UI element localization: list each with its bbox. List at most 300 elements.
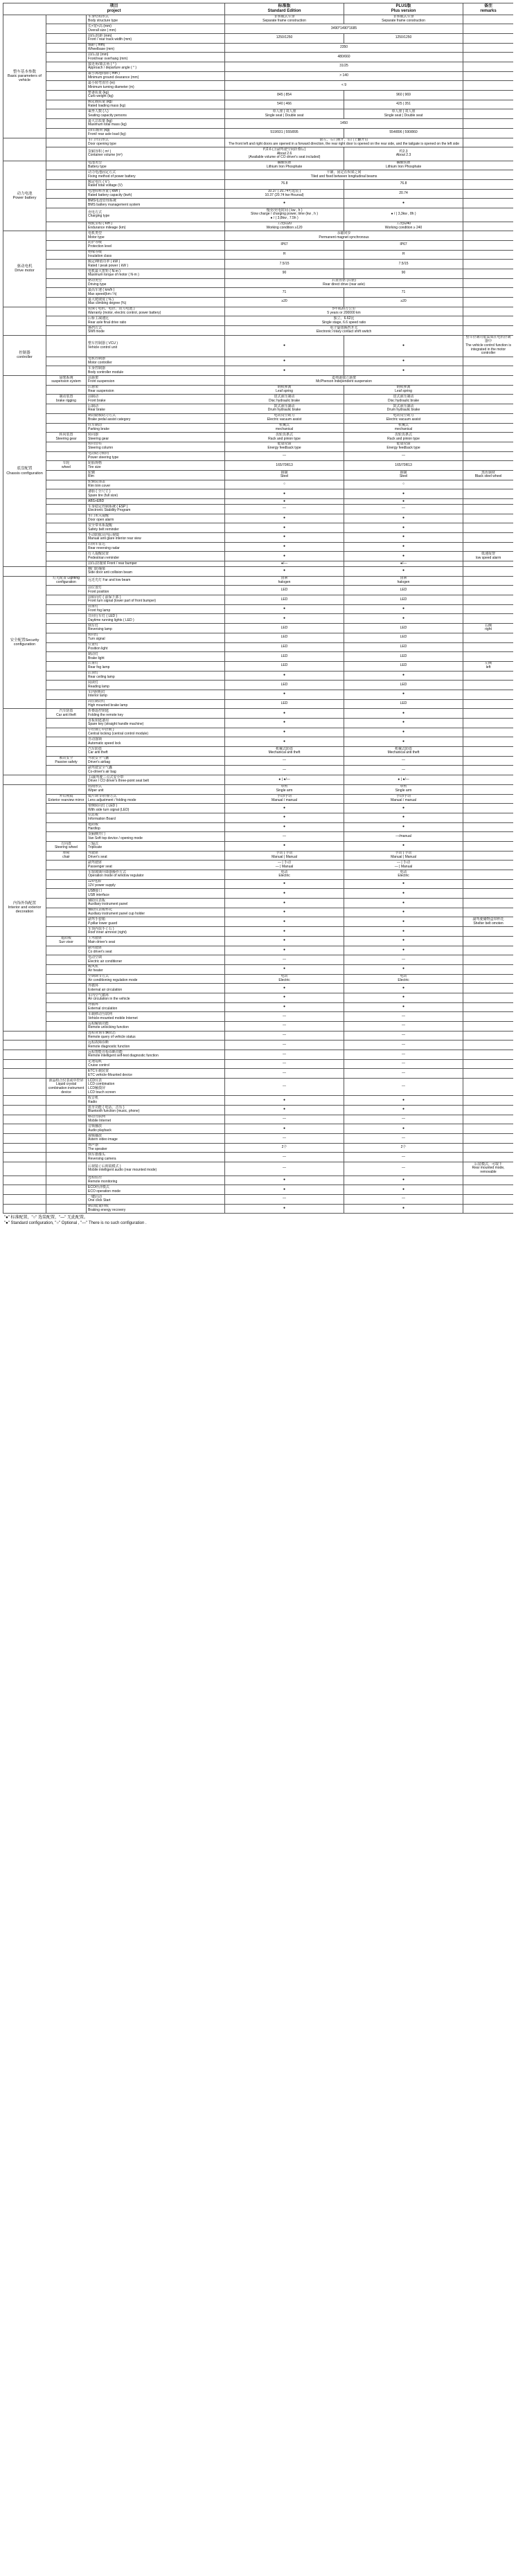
standard-value-cell: — [225, 766, 344, 775]
remarks-cell [463, 822, 513, 832]
remarks-cell [463, 451, 513, 461]
table-row [3, 231, 514, 241]
subcategory-cell [46, 1022, 87, 1032]
subcategory-cell [46, 832, 87, 842]
table-row [3, 1012, 514, 1022]
item-cell: 整车控制器 ( VCU ) Vehicle control unit [87, 335, 225, 357]
plus-value-cell: ● [344, 936, 463, 946]
remarks-cell [463, 1022, 513, 1032]
subcategory-cell: 悬架系统 suspension system [46, 376, 87, 386]
remarks-cell [463, 964, 513, 974]
standard-value-cell: — [225, 1059, 344, 1069]
table-row [3, 561, 514, 567]
subcategory-cell [46, 964, 87, 974]
standard-value-cell: — [225, 1041, 344, 1050]
subcategory-cell [46, 480, 87, 489]
table-row [3, 1124, 514, 1134]
plus-value-cell: IP67 [344, 240, 463, 250]
remarks-cell [463, 138, 513, 147]
subcategory-cell [46, 624, 87, 633]
standard-value-cell: IP67 [225, 240, 344, 250]
subcategory-cell [46, 335, 87, 357]
subcategory-cell [46, 199, 87, 208]
remarks-cell: 后装模式，可取下 Rear mounted mode, removable [463, 1162, 513, 1176]
table-row [3, 728, 514, 737]
standard-value-cell: ● [225, 822, 344, 832]
category-cell [3, 1143, 46, 1153]
table-row [3, 307, 514, 316]
item-cell: 货厢容积 ( m³ ) Container volume (m³) [87, 147, 225, 161]
table-row [3, 870, 514, 880]
table-row [3, 822, 514, 832]
standard-value-cell: — [225, 1162, 344, 1176]
subcategory-cell [46, 614, 87, 624]
plus-value-cell: ● [344, 489, 463, 499]
plus-value-cell: LED [344, 699, 463, 709]
subcategory-cell [46, 91, 87, 100]
standard-value-cell: ● [225, 984, 344, 993]
category-cell [3, 1059, 46, 1069]
table-row [3, 542, 514, 552]
item-cell: 行人提醒装置 Pedestrian reminder [87, 552, 225, 561]
item-cell: 前/后防撞梁 Front / rear bumper [87, 561, 225, 567]
remarks-cell [463, 567, 513, 577]
item-cell: 制动能量回收 Braking energy recovery [87, 1204, 225, 1214]
table-row [3, 470, 514, 480]
remarks-cell [463, 1124, 513, 1134]
item-cell: 制动灯 Brake light [87, 652, 225, 662]
plus-value-cell: LED [344, 652, 463, 662]
plus-value-cell: — [344, 1031, 463, 1041]
subcategory-cell: 液晶组合仪表或中控屏 Liquid crystal combination instrument device [46, 1079, 87, 1096]
remarks-cell [463, 794, 513, 804]
item-cell: 车身结构形式 Body structure type [87, 15, 225, 24]
remarks-cell [463, 690, 513, 699]
subcategory-cell [46, 633, 87, 642]
subcategory-cell [46, 180, 87, 190]
plus-value-cell: ● [344, 946, 463, 955]
item-cell: 额定/峰值功率 ( kW ) Rated / peak power ( kW ) [87, 260, 225, 269]
plus-value-cell: ● [344, 690, 463, 699]
merged-value-cell: 31/25 [225, 62, 463, 72]
standard-value-cell: 单臂 Single arm [225, 784, 344, 794]
remarks-cell [463, 43, 513, 53]
item-cell: 电动空调 Electric air conditioner [87, 955, 225, 965]
subcategory-cell [46, 652, 87, 662]
item-cell: 遮阳板 Hardtop [87, 822, 225, 832]
item-cell: 电机最大扭矩 ( N·m ) Maximum torque of motor ( N·m ) [87, 269, 225, 278]
remarks-cell [463, 128, 513, 138]
subcategory-cell [46, 413, 87, 423]
standard-value-cell: 慢充/充电时间 ( kw , h ) Slow charge / charging power, time (kw , h ) ● / ( 3,8kw , 7.5h ) [225, 208, 344, 222]
plus-value-cell: 齿轮齿条式 Rack and pinion type [344, 433, 463, 442]
plus-value-cell: ○ [344, 480, 463, 489]
plus-value-cell: ● [344, 533, 463, 543]
merged-value-cell: 电子旋钮换挡开关 Electronic rotary contact shift switch [225, 326, 463, 336]
remarks-cell [463, 709, 513, 719]
table-row [3, 109, 514, 119]
category-cell [3, 1204, 46, 1214]
standard-value-cell: ● [225, 879, 344, 889]
item-cell: 换挡方式 Shift mode [87, 326, 225, 336]
subcategory-cell [46, 138, 87, 147]
subcategory-cell [46, 974, 87, 984]
merged-value-cell: 永磁同步 Permanent magnet synchronous [225, 231, 463, 241]
plus-value-cell: ● [344, 879, 463, 889]
table-row [3, 423, 514, 433]
subcategory-cell [46, 316, 87, 326]
standard-value-cell: ● [225, 690, 344, 699]
table-row [3, 269, 514, 278]
plus-value-cell: 卤素 halogen [344, 576, 463, 586]
table-row [3, 442, 514, 451]
remarks-cell [463, 984, 513, 993]
subcategory-cell [46, 109, 87, 119]
remarks-cell [463, 461, 513, 471]
remarks-cell [463, 851, 513, 861]
table-row [3, 936, 514, 946]
plus-value-cell: ● [344, 984, 463, 993]
item-cell: 转向器 Steering gear [87, 433, 225, 442]
standard-value-cell: 机械式防盗 Mechanical anti theft [225, 747, 344, 757]
table-row [3, 119, 514, 129]
item-cell: 远程查询车辆状态 Remote query of vehicle status [87, 1031, 225, 1041]
table-row [3, 480, 514, 489]
plus-value-cell: ● [344, 841, 463, 851]
table-row [3, 208, 514, 222]
category-cell [3, 709, 46, 775]
item-cell: 副驾驶席 Co driver's seat [87, 946, 225, 955]
table-row [3, 1185, 514, 1195]
remarks-cell [463, 832, 513, 842]
table-row [3, 1153, 514, 1162]
standard-value-cell: LED [225, 699, 344, 709]
plus-value-cell: LED [344, 633, 463, 642]
item-cell: 副驾驶安全气囊 Co-driver's air bag [87, 766, 225, 775]
subcategory-cell [46, 62, 87, 72]
remarks-cell [463, 161, 513, 170]
remarks-cell [463, 231, 513, 241]
plus-value-cell: — [344, 451, 463, 461]
table-row [3, 335, 514, 357]
item-cell: 后制动 Rear brake [87, 404, 225, 414]
standard-value-cell: ● [225, 335, 344, 357]
plus-value-cell: 工况≥240 Working condition ≥ 240 [344, 222, 463, 231]
remarks-cell [463, 523, 513, 533]
subcategory-cell [46, 861, 87, 870]
subcategory-cell [46, 1002, 87, 1012]
standard-value-cell: ● [225, 899, 344, 908]
header-standard: 标准版 Standard Edition [225, 3, 344, 15]
table-row [3, 222, 514, 231]
remarks-cell [463, 1176, 513, 1185]
table-row [3, 709, 514, 719]
table-row [3, 404, 514, 414]
item-cell: 雨刮形式 Wiper unit [87, 784, 225, 794]
subcategory-cell [46, 1194, 87, 1204]
table-row [3, 794, 514, 804]
remarks-cell [463, 180, 513, 190]
table-row [3, 1031, 514, 1041]
plus-value-cell: ● [344, 709, 463, 719]
standard-value-cell: ● [225, 709, 344, 719]
plus-value-cell: 90 [344, 269, 463, 278]
standard-value-cell: ● [225, 499, 344, 505]
remarks-cell [463, 260, 513, 269]
plus-value-cell: 机械式防盗 Mechanical anti theft [344, 747, 463, 757]
standard-value-cell: 电动 Electric [225, 870, 344, 880]
table-row [3, 1079, 514, 1096]
item-cell: LCD仪表 LCD combination LCD触摸屏 LCD touch screen [87, 1079, 225, 1096]
table-row [3, 413, 514, 423]
remarks-cell [463, 1115, 513, 1124]
table-row [3, 199, 514, 208]
table-row [3, 533, 514, 543]
category-cell [3, 1185, 46, 1195]
table-row [3, 766, 514, 775]
standard-value-cell: ● [225, 719, 344, 728]
subcategory-cell [46, 423, 87, 433]
item-cell: 前/后轮距 (mm) Front / rear track width (mm) [87, 33, 225, 43]
standard-value-cell: ● [225, 523, 344, 533]
item-cell: 主驾驶席 Main driver's seat [87, 936, 225, 946]
remarks-cell [463, 288, 513, 298]
table-row [3, 927, 514, 937]
item-cell: 车门未关提醒 Door open alarm [87, 514, 225, 523]
item-cell: 车窗玻璃升降器操作方式 Operation mode of window regulator [87, 870, 225, 880]
subcategory-cell [46, 822, 87, 832]
subcategory-cell [46, 1059, 87, 1069]
category-cell: 控制器 controller [3, 335, 46, 375]
subcategory-cell [46, 161, 87, 170]
category-cell [3, 1134, 46, 1144]
standard-value-cell: LED [225, 624, 344, 633]
standard-value-cell: ● [225, 357, 344, 366]
plus-value-cell: 76.8 [344, 180, 463, 190]
subcategory-cell [46, 552, 87, 561]
item-cell: 最小转弯直径 (m) Minimum turning diameter (m) [87, 81, 225, 91]
standard-value-cell: 90 [225, 269, 344, 278]
plus-value-cell: ● [344, 1204, 463, 1214]
item-cell: 电机控制器 Motor controller [87, 357, 225, 366]
merged-value-cell: 独立，6.62比 Single stage, 6.6 speed ratio [225, 316, 463, 326]
table-row [3, 576, 514, 586]
subcategory-cell [46, 307, 87, 316]
item-cell: 视频播放 Astern video image [87, 1134, 225, 1144]
table-row [3, 974, 514, 984]
item-cell: 后视镜 ( 后视镜模式 ) Mobile intelligent audio (rear mounted mode) [87, 1162, 225, 1176]
legend-cn: "●" 标准配置，"○" 选装配置，"—" 无此配置。 [4, 1216, 89, 1221]
table-row [3, 15, 514, 24]
standard-value-cell: ● [225, 1002, 344, 1012]
subcategory-cell [46, 642, 87, 652]
plus-value-cell: 电动 Electric [344, 974, 463, 984]
category-cell: 安全配置Security configuration [3, 576, 46, 709]
table-row [3, 879, 514, 889]
merged-value-cell: 前左、右门朝开，后门上翻开启 The front left and right doors are opened in a forward direction, the rear right door is opened on the rear side, and the tailgate is opened on the left side [225, 138, 463, 147]
subcategory-cell [46, 404, 87, 414]
remarks-cell [463, 357, 513, 366]
remarks-cell [463, 728, 513, 737]
subcategory-cell [46, 470, 87, 480]
standard-value-cell: ● [225, 1204, 344, 1214]
remarks-cell [463, 71, 513, 81]
item-cell: 货厢侧开门 Van Soft top device / opening mode [87, 832, 225, 842]
item-cell: 远程监控 Remote monitoring [87, 1176, 225, 1185]
remarks-cell [463, 614, 513, 624]
plus-value-cell: LED [344, 624, 463, 633]
remarks-cell [463, 633, 513, 642]
subcategory-cell: 灯光配置 Lighting configuration [46, 576, 87, 586]
subcategory-cell [46, 1143, 87, 1153]
remarks-cell [463, 269, 513, 278]
remarks-cell [463, 766, 513, 775]
item-cell: BMS电池管理系统 BMS battery management system [87, 199, 225, 208]
standard-value-cell: 工况≥120 Working condition ≥120 [225, 222, 344, 231]
remarks-cell [463, 889, 513, 899]
remarks-cell [463, 784, 513, 794]
table-row [3, 1162, 514, 1176]
table-row [3, 326, 514, 336]
plus-value-cell: 165/70R13 [344, 461, 463, 471]
table-row [3, 899, 514, 908]
table-row [3, 1176, 514, 1185]
item-cell: 额定载质量 (kg) Rated loading mass (kg) [87, 100, 225, 109]
standard-value-cell: ● [225, 1106, 344, 1115]
remarks-cell [463, 699, 513, 709]
plus-value-cell: ● [344, 499, 463, 505]
plus-value-cell: ● [344, 964, 463, 974]
remarks-cell [463, 489, 513, 499]
table-row [3, 461, 514, 471]
item-cell: 动力电池固定方式 Fixing method of power battery [87, 170, 225, 180]
category-cell [3, 1041, 46, 1050]
standard-value-cell: — [225, 955, 344, 965]
subcategory-cell: 方向盘 Steering wheel [46, 841, 87, 851]
plus-value-cell: ● [344, 199, 463, 208]
item-cell: 蓝牙功能 ( 电话、音乐 ) Bluetooth function (music, phone) [87, 1106, 225, 1115]
remarks-cell: 右侧 right [463, 624, 513, 633]
plus-value-cell: 单臂 Single arm [344, 784, 463, 794]
plus-value-cell: 554/896 | 590/860 [344, 128, 463, 138]
remarks-cell [463, 433, 513, 442]
plus-value-cell: LED [344, 681, 463, 690]
subcategory-cell: 转向装置 Steering gear [46, 433, 87, 442]
remarks-cell [463, 385, 513, 395]
plus-value-cell: — [344, 756, 463, 766]
remarks-cell [463, 395, 513, 404]
standard-value-cell: ● [225, 728, 344, 737]
table-row [3, 993, 514, 1002]
subcategory-cell [46, 222, 87, 231]
standard-value-cell: LED [225, 642, 344, 652]
merged-value-cell: > 140 [225, 71, 463, 81]
remarks-cell [463, 747, 513, 757]
plus-value-cell: ● [344, 523, 463, 533]
subcategory-cell [46, 523, 87, 533]
table-row [3, 128, 514, 138]
item-cell: 副驾驶席 Passenger seat [87, 861, 225, 870]
table-row [3, 756, 514, 766]
subcategory-cell [46, 1106, 87, 1115]
table-row [3, 33, 514, 43]
item-cell: 制动踏板助力方式 Brake pedal assist category [87, 413, 225, 423]
category-cell: 动力电池 Power battery [3, 161, 46, 231]
subcategory-cell [46, 451, 87, 461]
category-cell: 内饰外饰配置 Interior and exterior decoration [3, 784, 46, 1031]
item-cell: 手动防眩目内后视镜 Manual anti glare interior rear view [87, 533, 225, 543]
category-cell [3, 1050, 46, 1060]
remarks-cell [463, 480, 513, 489]
plus-value-cell: 手动 | 手动 Manual | Manual [344, 851, 463, 861]
item-cell: 空调调节方式 Air conditioning regulation mode [87, 974, 225, 984]
subcategory-cell [46, 278, 87, 288]
plus-value-cell: 约2.3 About 2.3 [344, 147, 463, 161]
table-row [3, 357, 514, 366]
table-row [3, 699, 514, 709]
remarks-cell: 黑色钢材 Black steel wheel [463, 470, 513, 480]
subcategory-cell [46, 879, 87, 889]
item-cell: 接近角/离去角 ( ° ) Approach / departure angle ( ° ) [87, 62, 225, 72]
standard-value-cell: 10.37 ( 20.74可选装 ) 10.37 (20.74 kw-Hoursal) [225, 189, 344, 199]
plus-value-cell: — [344, 1059, 463, 1069]
plus-value-cell: — [344, 1012, 463, 1022]
category-cell [3, 1079, 46, 1096]
table-row [3, 1022, 514, 1032]
standard-value-cell: LED [225, 681, 344, 690]
subcategory-cell [46, 870, 87, 880]
plus-value-cell: ● [344, 1176, 463, 1185]
item-cell: 辅助仪表板杯托 Auxiliary instrument panel cup holder [87, 908, 225, 917]
category-cell [3, 1096, 46, 1106]
remarks-cell [463, 908, 513, 917]
table-row [3, 504, 514, 514]
table-row [3, 433, 514, 442]
standard-value-cell: ● [225, 533, 344, 543]
standard-value-cell: — [225, 1022, 344, 1032]
table-row [3, 147, 514, 161]
item-cell: 暖风机 Air heater [87, 964, 225, 974]
standard-value-cell: 845 | 854 [225, 91, 344, 100]
table-row [3, 288, 514, 298]
table-row [3, 376, 514, 386]
item-cell: 远程智能自检诊断功能 Remote intelligent self-test diagnostic function [87, 1050, 225, 1060]
category-cell [3, 1124, 46, 1134]
subcategory-cell [46, 595, 87, 605]
table-row [3, 523, 514, 533]
plus-value-cell: ● [344, 899, 463, 908]
item-cell: 续航里程 ( Km ) Endurance mileage (km) [87, 222, 225, 231]
merged-value-cell: 480/660 [225, 53, 463, 62]
item-cell: 绝缘等级 Insulation class [87, 250, 225, 260]
plus-value-cell: ● [344, 728, 463, 737]
category-cell [3, 1069, 46, 1079]
item-cell: 电池标称容量 ( kwh ) Rated battery capacity (kwh) [87, 189, 225, 199]
subcategory-cell [46, 1153, 87, 1162]
standard-value-cell: 鼓式液压制动 Drum hydraulic brake [225, 404, 344, 414]
item-cell: 备胎 ( 全尺寸 ) Spare tire (full size) [87, 489, 225, 499]
table-header [3, 3, 514, 15]
table-row [3, 1096, 514, 1106]
subcategory-cell [46, 1162, 87, 1176]
subcategory-cell [46, 984, 87, 993]
table-row [3, 1115, 514, 1124]
plus-value-cell: — [344, 1162, 463, 1176]
standard-value-cell: ● | ●/— [225, 775, 344, 785]
standard-value-cell: 电动 Electric [225, 974, 344, 984]
subcategory-cell [46, 43, 87, 53]
remarks-cell [463, 15, 513, 24]
